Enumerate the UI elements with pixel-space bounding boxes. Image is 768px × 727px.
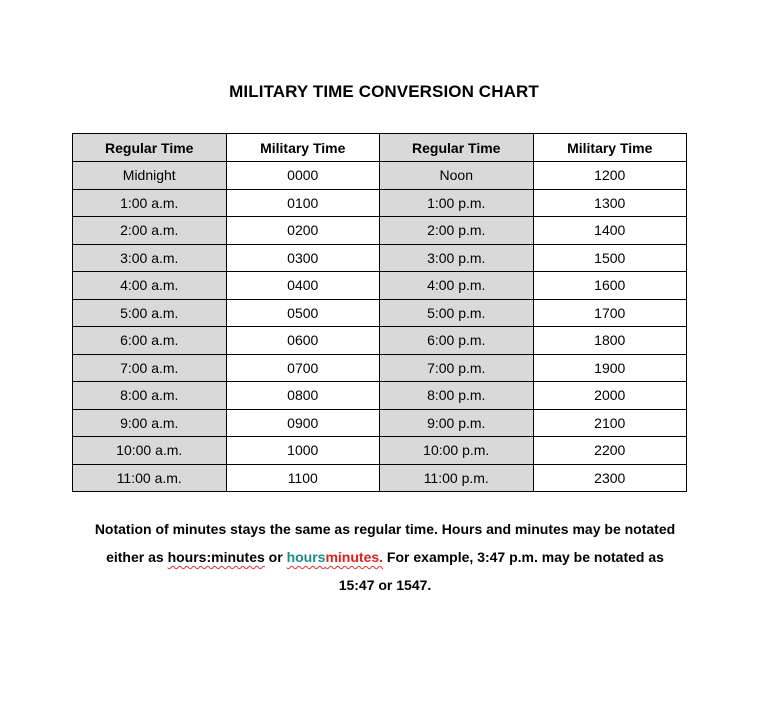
cell-military-time-pm: 1700: [533, 299, 687, 327]
cell-military-time-pm: 2000: [533, 382, 687, 410]
table-body: [73, 162, 687, 492]
note-line-2-or: or: [264, 549, 287, 565]
cell-military-time-am: 0600: [226, 327, 380, 355]
cell-regular-time-am: 7:00 a.m.: [73, 354, 227, 382]
note-line-1: Notation of minutes stays the same as regular time. Hours and minutes may be notated: [94, 521, 676, 537]
cell-military-time-pm: 1600: [533, 272, 687, 300]
header-military-time-am: Military Time: [226, 134, 380, 162]
cell-regular-time-pm: 10:00 p.m.: [380, 437, 534, 465]
cell-regular-time-pm: 9:00 p.m.: [380, 409, 534, 437]
table-header-row: [73, 134, 687, 162]
cell-military-time-pm: 1400: [533, 217, 687, 245]
cell-regular-time-pm: 2:00 p.m.: [380, 217, 534, 245]
cell-regular-time-am: 9:00 a.m.: [73, 409, 227, 437]
header-military-time-pm: Military Time: [533, 134, 687, 162]
note-line-2: [60, 543, 710, 571]
page-title: MILITARY TIME CONVERSION CHART: [229, 82, 539, 101]
term-minutes-part: minutes.: [325, 549, 384, 565]
cell-military-time-am: 0700: [226, 354, 380, 382]
cell-regular-time-am: 8:00 a.m.: [73, 382, 227, 410]
cell-military-time-am: 0200: [226, 217, 380, 245]
term-hoursminutes: [287, 549, 383, 565]
cell-regular-time-am: 1:00 a.m.: [73, 189, 227, 217]
cell-regular-time-pm: 4:00 p.m.: [380, 272, 534, 300]
table-row: [73, 409, 687, 437]
cell-regular-time-am: 4:00 a.m.: [73, 272, 227, 300]
cell-regular-time-pm: 5:00 p.m.: [380, 299, 534, 327]
cell-military-time-pm: 2200: [533, 437, 687, 465]
cell-regular-time-am: 5:00 a.m.: [73, 299, 227, 327]
cell-military-time-pm: 1900: [533, 354, 687, 382]
cell-military-time-am: 0300: [226, 244, 380, 272]
cell-military-time-am: 0400: [226, 272, 380, 300]
cell-military-time-pm: 1800: [533, 327, 687, 355]
cell-regular-time-pm: Noon: [380, 162, 534, 190]
cell-military-time-pm: 2100: [533, 409, 687, 437]
note-line-2-before: either as: [106, 549, 168, 565]
term-hours-colon-minutes: hours:minutes: [167, 549, 265, 565]
table-row: [73, 437, 687, 465]
cell-regular-time-am: 6:00 a.m.: [73, 327, 227, 355]
table-row: [73, 382, 687, 410]
cell-regular-time-am: 11:00 a.m.: [73, 464, 227, 492]
cell-regular-time-am: 2:00 a.m.: [73, 217, 227, 245]
cell-regular-time-pm: 7:00 p.m.: [380, 354, 534, 382]
cell-military-time-am: 1000: [226, 437, 380, 465]
table-row: [73, 327, 687, 355]
header-regular-time-am: Regular Time: [73, 134, 227, 162]
table-row: [73, 272, 687, 300]
table-row: [73, 217, 687, 245]
table-row: [73, 354, 687, 382]
cell-military-time-pm: 1200: [533, 162, 687, 190]
table-row: [73, 244, 687, 272]
cell-regular-time-pm: 3:00 p.m.: [380, 244, 534, 272]
cell-military-time-am: 0800: [226, 382, 380, 410]
table-row: [73, 162, 687, 190]
table-row: [73, 464, 687, 492]
cell-military-time-am: 1100: [226, 464, 380, 492]
conversion-table: [72, 133, 687, 492]
cell-regular-time-pm: 8:00 p.m.: [380, 382, 534, 410]
cell-regular-time-am: Midnight: [73, 162, 227, 190]
cell-regular-time-pm: 11:00 p.m.: [380, 464, 534, 492]
term-hours-part: hours: [286, 549, 326, 565]
cell-regular-time-pm: 6:00 p.m.: [380, 327, 534, 355]
cell-regular-time-pm: 1:00 p.m.: [380, 189, 534, 217]
cell-military-time-am: 0500: [226, 299, 380, 327]
cell-military-time-pm: 2300: [533, 464, 687, 492]
cell-regular-time-am: 3:00 a.m.: [73, 244, 227, 272]
header-regular-time-pm: Regular Time: [380, 134, 534, 162]
table-row: [73, 189, 687, 217]
cell-military-time-am: 0100: [226, 189, 380, 217]
cell-regular-time-am: 10:00 a.m.: [73, 437, 227, 465]
note-line-3: 15:47 or 1547.: [338, 577, 432, 593]
cell-military-time-pm: 1300: [533, 189, 687, 217]
cell-military-time-am: 0000: [226, 162, 380, 190]
cell-military-time-am: 0900: [226, 409, 380, 437]
table-row: [73, 299, 687, 327]
cell-military-time-pm: 1500: [533, 244, 687, 272]
note-line-2-after: For example, 3:47 p.m. may be notated as: [383, 549, 664, 565]
notation-note: [60, 515, 710, 599]
